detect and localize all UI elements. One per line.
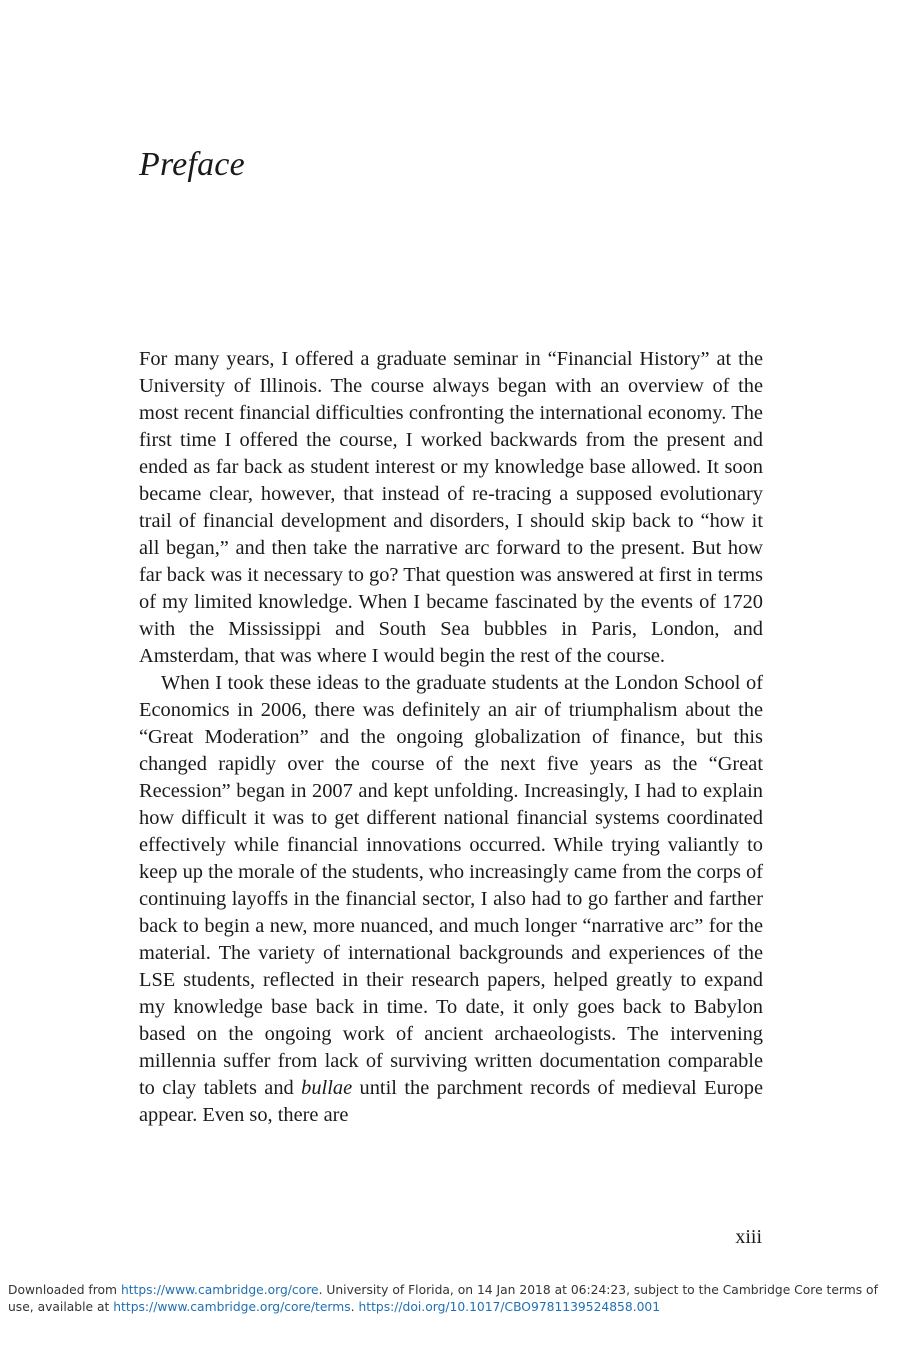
terms-link[interactable]: https://www.cambridge.org/core/terms <box>113 1300 351 1314</box>
paragraph-2 <box>139 670 763 1129</box>
notice-separator: . <box>350 1300 359 1314</box>
paragraph-1: For many years, I offered a graduate seminar in “Financial History” at the University of Illinois. The course always began with an overview of the most recent financial difficulties confronting the international economy. The first time I offered the course, I worked backwards from the present and ended as far back as student interest or my knowledge base allowed. It soon became clear, however, that instead of re-tracing a supposed evolutionary trail of financial development and disorders, I should skip back to “how it all began,” and then take the narrative arc forward to the present. But how far back was it necessary to go? That question was answered at first in terms of my limited knowledge. When I became fascinated by the events of 1720 with the Mississippi and South Sea bubbles in Paris, London, and Amsterdam, that was where I would begin the rest of the course. <box>139 348 763 667</box>
notice-prefix: Downloaded from <box>8 1283 121 1297</box>
body-text <box>139 346 763 1129</box>
italic-term-bullae: bullae <box>301 1077 353 1099</box>
chapter-title: Preface <box>139 146 245 183</box>
download-notice <box>8 1282 888 1316</box>
paragraph-2-text-start: When I took these ideas to the graduate students at the London School of Economics in 2006, there was definitely an air of triumphalism about the “Great Moderation” and the ongoing globalization of finance, but this changed rapidly over the course of the next five years as the “Great Recession” began in 2007 and kept unfolding. Increasingly, I had to explain how difficult it was to get different national financial systems coordinated effectively while financial innovations occurred. While trying valiantly to keep up the morale of the students, who increasingly came from the corps of continuing layoffs in the financial sector, I also had to go farther and farther back to begin a new, more nuanced, and much longer “narrative arc” for the material. The variety of international backgrounds and experiences of the LSE students, reflected in their research papers, helped greatly to expand my knowledge base back in time. To date, it only goes back to Babylon based on the ongoing work of ancient archaeologists. The intervening millennia suffer from lack of surviving written documentation comparable to clay tablets and <box>139 672 763 1099</box>
page-number: xiii <box>735 1226 762 1248</box>
cambridge-core-link[interactable]: https://www.cambridge.org/core <box>120 1283 319 1297</box>
paragraph-2-text-end: until the parchment records of medieval Europe appear. Even so, there are <box>139 1077 763 1126</box>
notice-middle: . University of Florida, on 14 Jan 2018 at 06:24:23, subject to the Cambridge Core terms of use, available at <box>8 1283 878 1314</box>
doi-link[interactable]: https://doi.org/10.1017/CBO9781139524858.001 <box>358 1300 661 1314</box>
